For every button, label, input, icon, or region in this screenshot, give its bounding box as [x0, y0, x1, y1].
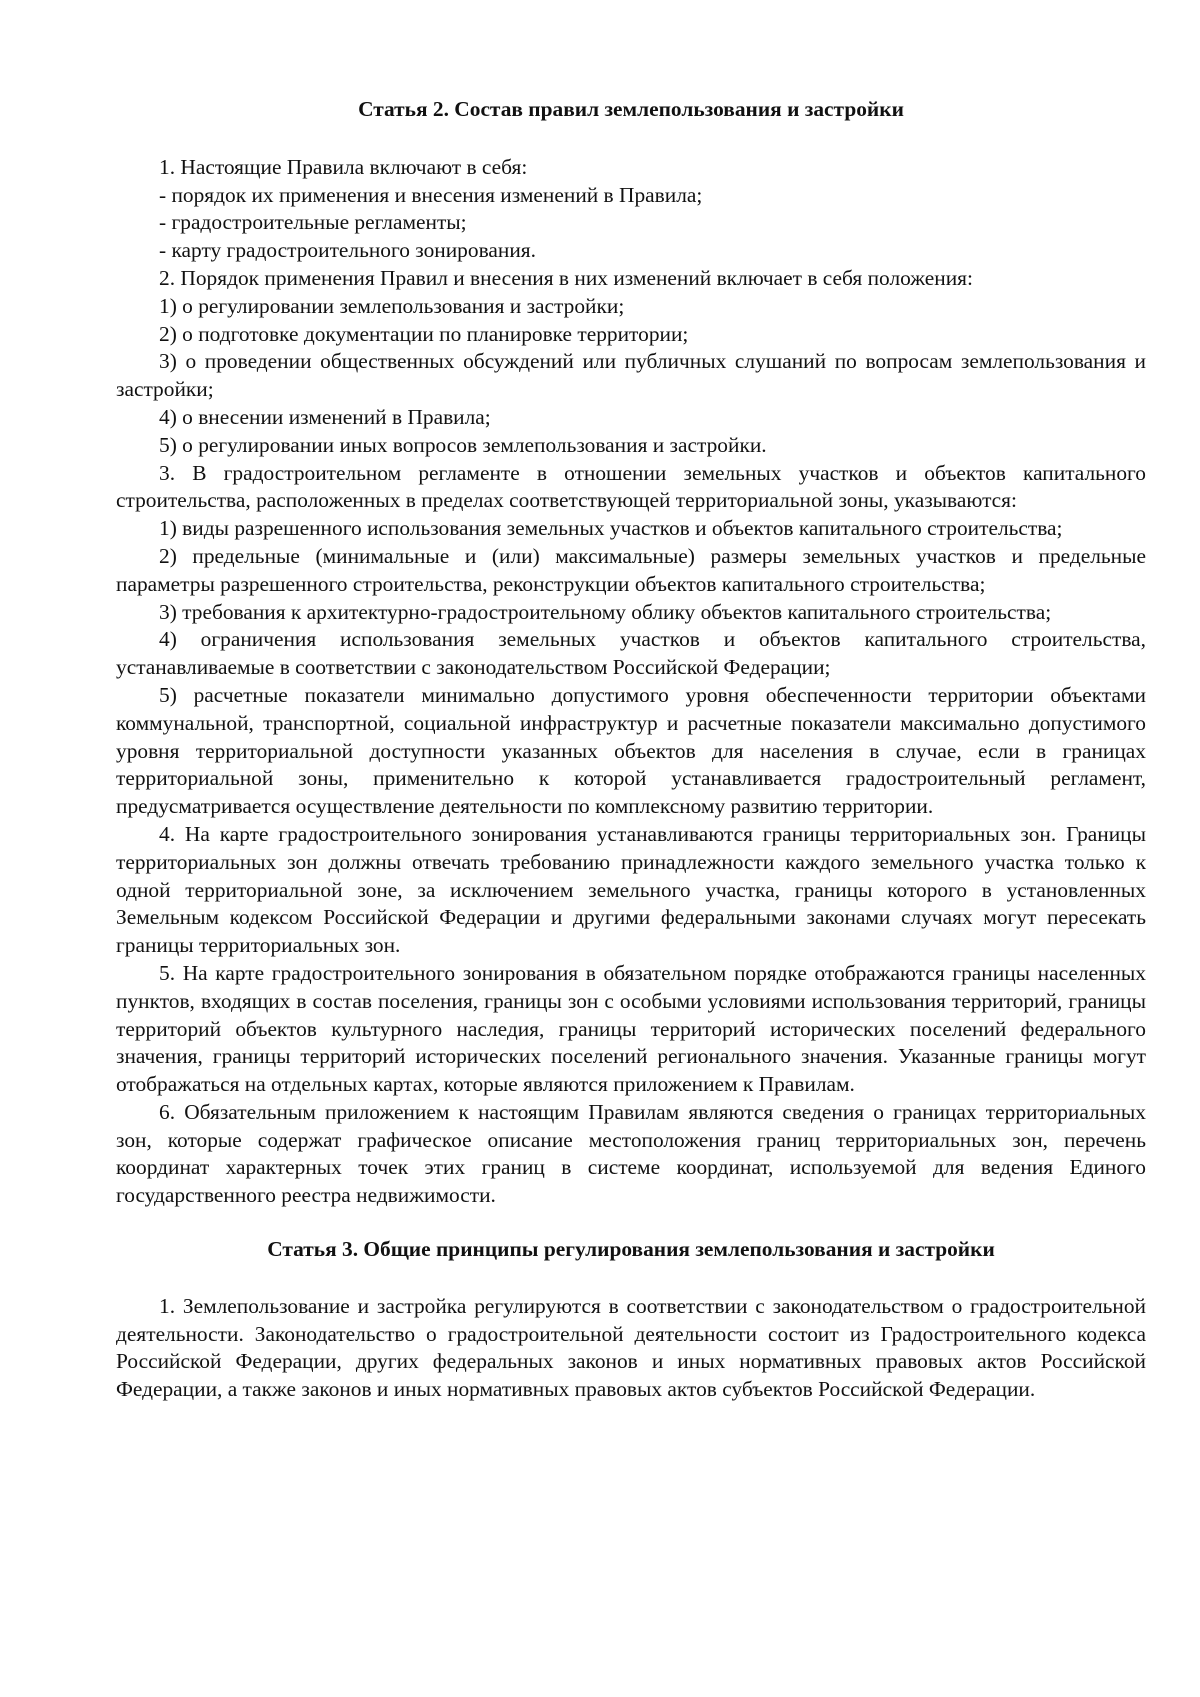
article-2-paragraph: 5) расчетные показатели минимально допустимого уровня обеспеченности территории объектами коммунальной, транспортной, социальной инфраструктур и расчетные показатели максимально допустимого уровня территориальной доступности указанных объектов для населения в случае, если в границах территориальной зоны, применительно к которой устанавливается градостроительный регламент, предусматривается осуществление деятельности по комплексному развитию территории. — [116, 682, 1146, 819]
article-3-title: Статья 3. Общие принципы регулирования землепользования и застройки — [267, 1237, 995, 1262]
article-2-paragraph: 2. Порядок применения Правил и внесения в них изменений включает в себя положения: — [159, 265, 973, 290]
article-2-paragraph: 5) о регулировании иных вопросов землепользования и застройки. — [159, 432, 767, 457]
article-2-paragraph: 1) виды разрешенного использования земельных участков и объектов капитального строительства; — [159, 516, 1063, 541]
document-page — [116, 96, 1146, 1404]
article-2-paragraph: 3) требования к архитектурно-градостроительному облику объектов капитального строительства; — [159, 599, 1052, 624]
article-2-paragraph: 4) ограничения использования земельных участков и объектов капитального строительства, устанавливаемые в соответствии с законодательством Российской Федерации; — [116, 627, 1146, 680]
article-2-paragraph: 4) о внесении изменений в Правила; — [159, 404, 491, 429]
article-2-paragraph: - карту градостроительного зонирования. — [159, 238, 536, 263]
article-3-paragraph: 1. Землепользование и застройка регулируются в соответствии с законодательством о градостроительной деятельности. Законодательство о градостроительной деятельности состоит из Градостроительного кодекса Российской Федерации, других федеральных законов и иных нормативных правовых актов Российской Федерации, а также законов и иных нормативных правовых актов субъектов Российской Федерации. — [116, 1293, 1146, 1402]
article-2-paragraph: 6. Обязательным приложением к настоящим Правилам являются сведения о границах территориальных зон, которые содержат графическое описание местоположения границ территориальных зон, перечень координат характерных точек этих границ в системе координат, используемой для ведения Единого государственного реестра недвижимости. — [116, 1099, 1146, 1208]
article-2-paragraph: 1. Настоящие Правила включают в себя: — [159, 154, 528, 179]
article-2-paragraph: - порядок их применения и внесения изменений в Правила; — [159, 182, 703, 207]
article-2-paragraph: 5. На карте градостроительного зонирования в обязательном порядке отображаются границы населенных пунктов, входящих в состав поселения, границы зон с особыми условиями использования территорий, границы территорий объектов культурного наследия, границы территорий исторических поселений федерального значения, границы территорий исторических поселений регионального значения. Указанные границы могут отображаться на отдельных картах, которые являются приложением к Правилам. — [116, 960, 1146, 1097]
article-2-paragraph: 3. В градостроительном регламенте в отношении земельных участков и объектов капитального строительства, расположенных в пределах соответствующей территориальной зоны, указываются: — [116, 460, 1146, 513]
article-2-paragraph: 1) о регулировании землепользования и застройки; — [159, 293, 625, 318]
article-2-paragraph: 2) предельные (минимальные и (или) максимальные) размеры земельных участков и предельные параметры разрешенного строительства, реконструкции объектов капитального строительства; — [116, 543, 1146, 596]
article-2-paragraph: 2) о подготовке документации по планировке территории; — [159, 321, 689, 346]
article-2-paragraph: 3) о проведении общественных обсуждений или публичных слушаний по вопросам землепользования и застройки; — [116, 349, 1146, 402]
article-2-paragraph: 4. На карте градостроительного зонирования устанавливаются границы территориальных зон. Границы территориальных зон должны отвечать требованию принадлежности каждого земельного участка только к одной территориальной зоне, за исключением земельного участка, границы которого в установленных Земельным кодексом Российской Федерации и другими федеральными законами случаях могут пересекать границы территориальных зон. — [116, 821, 1146, 958]
article-2-title: Статья 2. Состав правил землепользования и застройки — [358, 97, 904, 121]
article-2-paragraph: - градостроительные регламенты; — [159, 210, 467, 235]
